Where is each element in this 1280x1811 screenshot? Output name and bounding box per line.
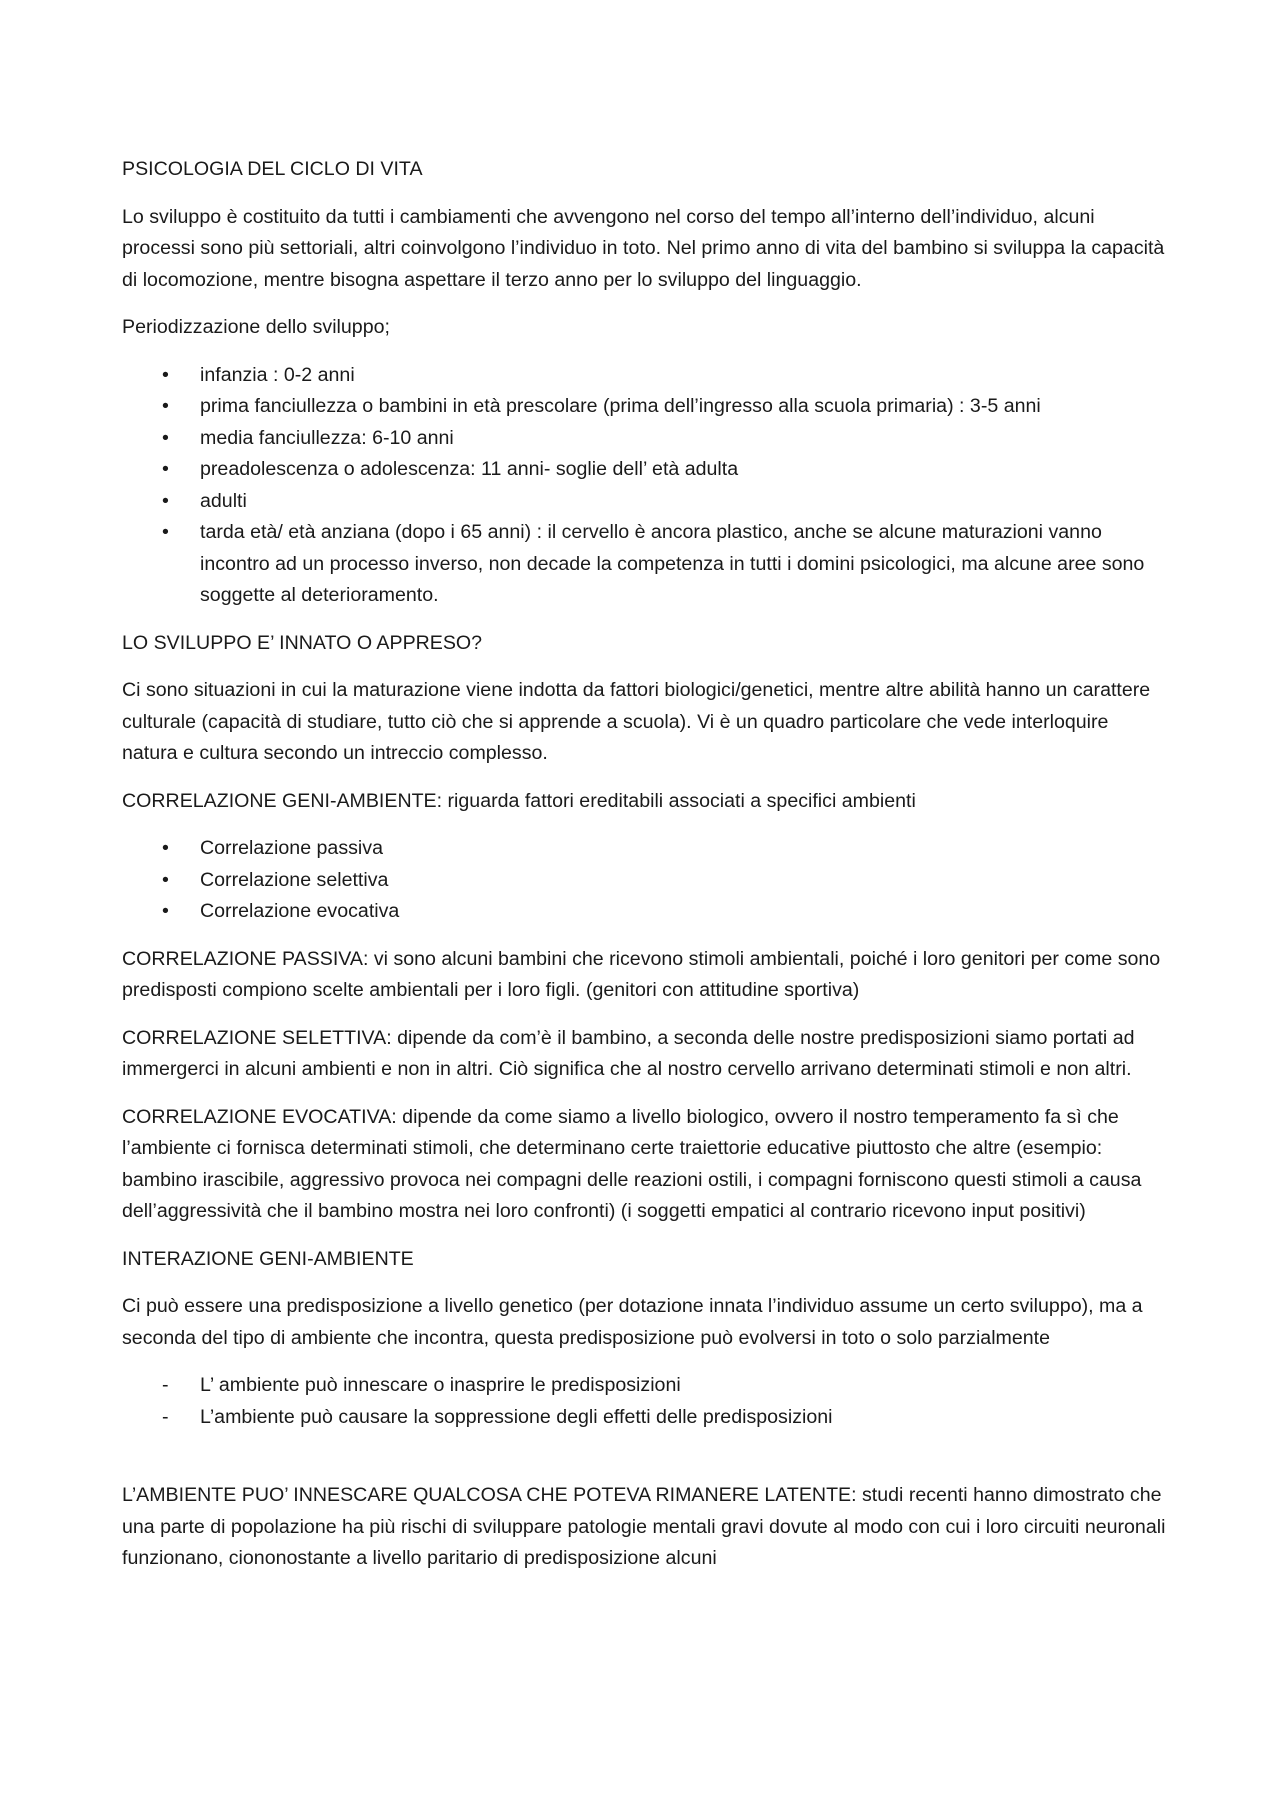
period-text: infanzia : 0-2 anni	[200, 363, 355, 386]
correlation-text: Correlazione selettiva	[200, 868, 389, 891]
bullet-icon: •	[162, 489, 169, 512]
period-text: media fanciullezza: 6-10 anni	[200, 426, 454, 449]
dash-icon: -	[162, 1374, 169, 1396]
passive-paragraph: CORRELAZIONE PASSIVA: vi sono alcuni bambini che ricevono stimoli ambientali, poiché i loro genitori per come sono predisposti compiono scelte ambientali per i loro figli. (genitori con attitudine sportiva)	[122, 947, 1161, 1001]
interaction-point-text: L’ambiente può causare la soppressione degli effetti delle predisposizioni	[200, 1405, 833, 1428]
selective-paragraph: CORRELAZIONE SELETTIVA: dipende da com’è il bambino, a seconda delle nostre predisposizioni siamo portati ad immergerci in alcuni ambienti e non in altri. Ciò significa che al nostro cervello arrivano determinati stimoli e non altri.	[122, 1026, 1135, 1080]
list-item	[122, 423, 1166, 455]
blank-line	[122, 1449, 1166, 1480]
interaction-point-text: L’ ambiente può innescare o inasprire le predisposizioni	[200, 1374, 681, 1396]
bullet-icon: •	[162, 363, 169, 386]
periodization-heading: Periodizzazione dello sviluppo;	[122, 316, 390, 338]
bullet-icon: •	[162, 458, 169, 480]
period-text: adulti	[200, 489, 247, 512]
bullet-icon: •	[162, 900, 169, 922]
list-item	[122, 833, 1166, 865]
interaction-list	[122, 1370, 1166, 1433]
list-item	[122, 391, 1166, 423]
interaction-heading: INTERAZIONE GENI-AMBIENTE	[122, 1247, 414, 1270]
correlations-list	[122, 833, 1166, 928]
list-item	[122, 486, 1166, 518]
dash-icon: -	[162, 1405, 169, 1428]
period-text: tarda età/ età anziana (dopo i 65 anni) : il cervello è ancora plastico, anche se alcune maturazioni vanno incontro ad un processo inverso, non decade la competenza in tutti i domini psicologici, ma alcune aree sono soggette al deterioramento.	[200, 521, 1145, 606]
correlation-text: Correlazione evocativa	[200, 900, 400, 922]
document-page	[122, 154, 1166, 1591]
intro-paragraph: Lo sviluppo è costituito da tutti i cambiamenti che avvengono nel corso del tempo all’interno dell’individuo, alcuni processi sono più settoriali, altri coinvolgono l’individuo in toto. Nel primo anno di vita del bambino si sviluppa la capacità di locomozione, mentre bisogna aspettare il terzo anno per lo sviluppo del linguaggio.	[122, 205, 1165, 291]
list-item	[122, 865, 1166, 897]
interaction-paragraph: Ci può essere una predisposizione a livello genetico (per dotazione innata l’individuo assume un certo sviluppo), ma a seconda del tipo di ambiente che incontra, questa predisposizione può evolversi in toto o solo parzialmente	[122, 1295, 1143, 1349]
list-item	[122, 1370, 1166, 1402]
bullet-icon: •	[162, 837, 169, 859]
list-item	[122, 517, 1166, 612]
correlation-text: Correlazione passiva	[200, 837, 383, 859]
latent-paragraph: L’AMBIENTE PUO’ INNESCARE QUALCOSA CHE POTEVA RIMANERE LATENTE: studi recenti hanno dimostrato che una parte di popolazione ha più rischi di sviluppare patologie mentali gravi dovute al modo con cui i loro circuiti neuronali funzionano, ciononostante a livello paritario di predisposizione alcuni	[122, 1484, 1166, 1569]
innate-heading: LO SVILUPPO E’ INNATO O APPRESO?	[122, 631, 483, 654]
document-title: PSICOLOGIA DEL CICLO DI VITA	[122, 158, 423, 180]
period-text: preadolescenza o adolescenza: 11 anni- soglie dell’ età adulta	[200, 458, 739, 480]
bullet-icon: •	[162, 521, 169, 543]
bullet-icon: •	[162, 426, 169, 449]
list-item	[122, 896, 1166, 928]
innate-paragraph: Ci sono situazioni in cui la maturazione viene indotta da fattori biologici/genetici, mentre altre abilità hanno un carattere culturale (capacità di studiare, tutto ciò che si apprende a scuola). Vi è un quadro particolare che vede interloquire natura e cultura secondo un intreccio complesso.	[122, 679, 1151, 764]
list-item	[122, 454, 1166, 486]
periods-list	[122, 360, 1166, 612]
correlation-intro: CORRELAZIONE GENI-AMBIENTE: riguarda fattori ereditabili associati a specifici ambienti	[122, 789, 916, 812]
period-text: prima fanciullezza o bambini in età prescolare (prima dell’ingresso alla scuola primaria) : 3-5 anni	[200, 395, 1041, 417]
bullet-icon: •	[162, 395, 169, 417]
list-item	[122, 1402, 1166, 1434]
evocative-paragraph: CORRELAZIONE EVOCATIVA: dipende da come siamo a livello biologico, ovvero il nostro temperamento fa sì che l’ambiente ci fornisca determinati stimoli, che determinano certe traiettorie educative piuttosto che altre (esempio: bambino irascibile, aggressivo provoca nei compagni delle reazioni ostili, i compagni forniscono questi stimoli a causa dell’aggressività che il bambino mostra nei loro confronti) (i soggetti empatici al contrario ricevono input positivi)	[122, 1105, 1142, 1222]
list-item	[122, 360, 1166, 392]
bullet-icon: •	[162, 868, 169, 891]
